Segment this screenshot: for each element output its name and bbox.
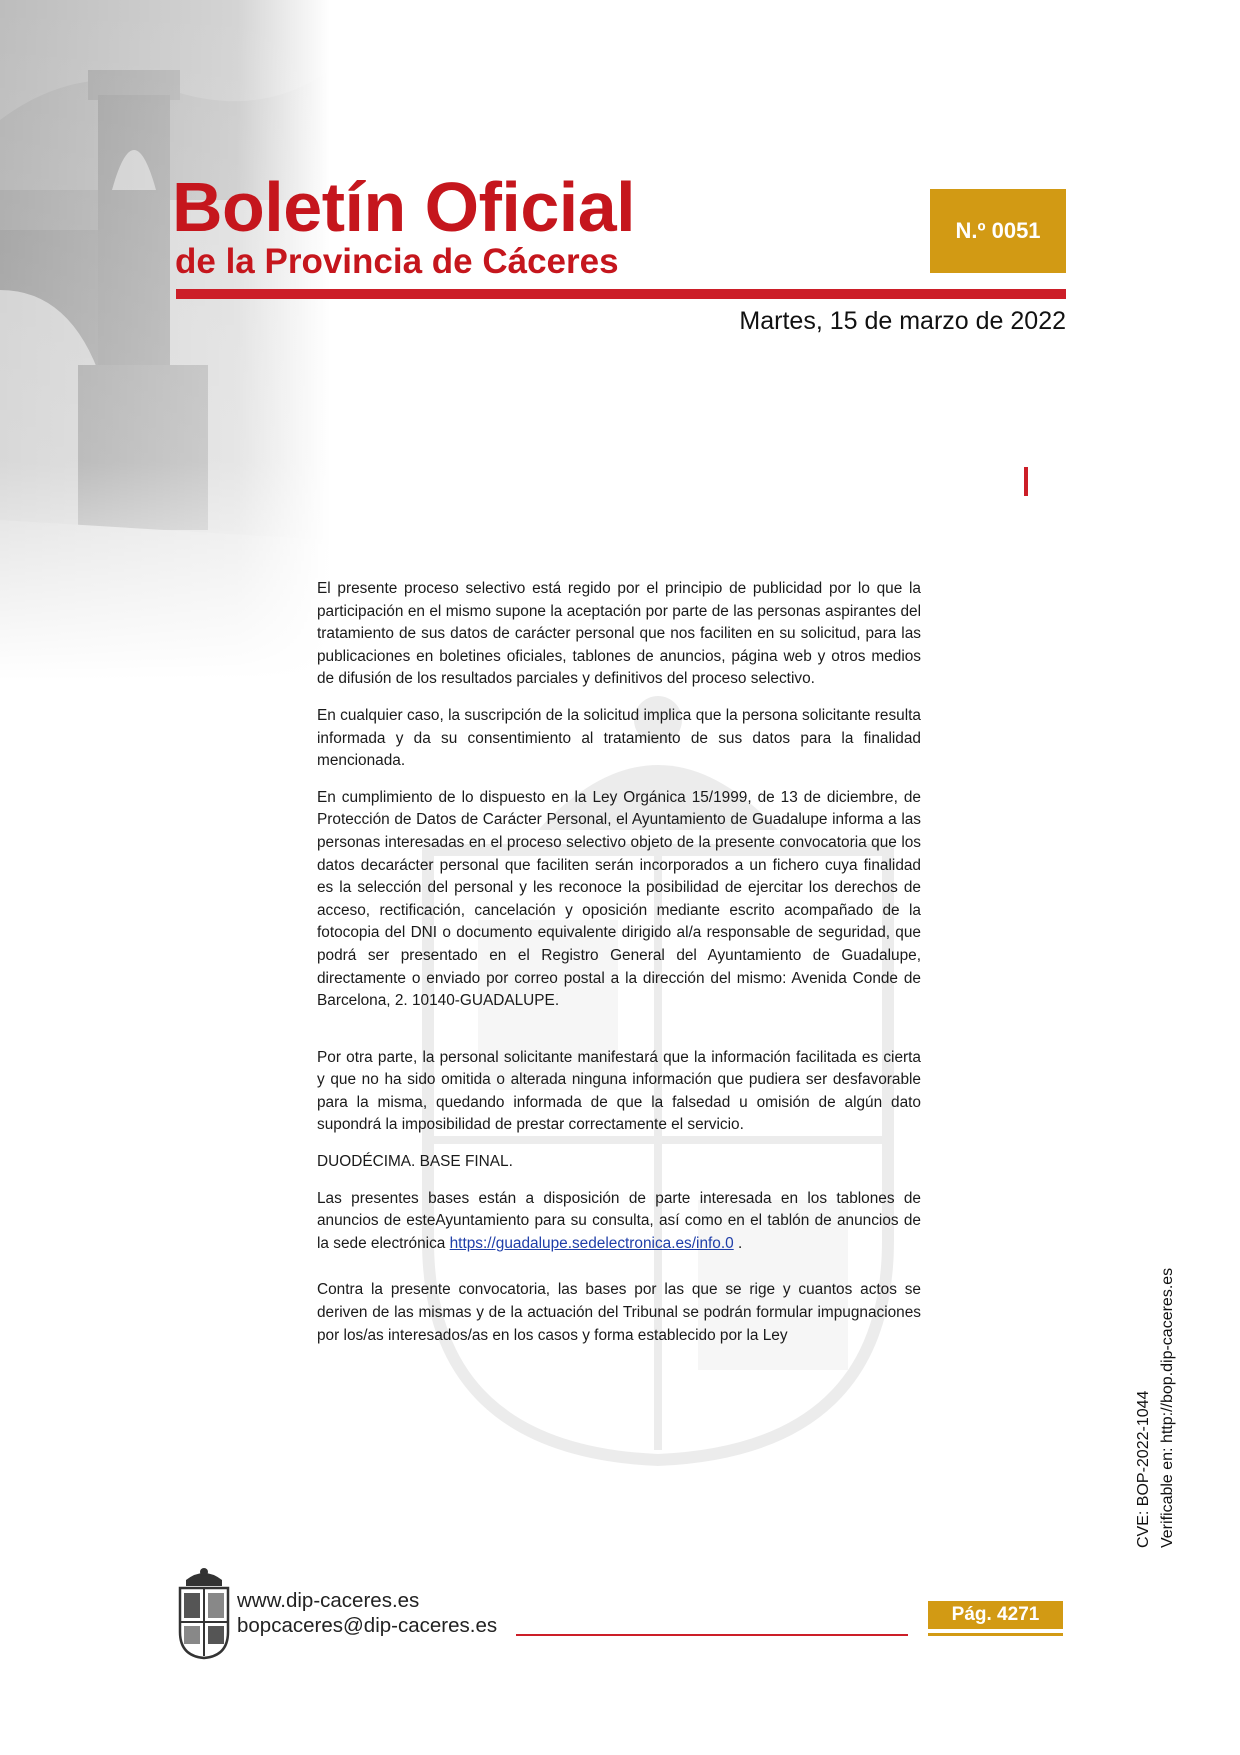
verification-url: Verificable en: http://bop.dip-caceres.es xyxy=(1159,1267,1176,1548)
province-crest-icon xyxy=(176,1566,232,1660)
issue-date: Martes, 15 de marzo de 2022 xyxy=(739,307,1066,335)
footer-email: bopcaceres@dip-caceres.es xyxy=(237,1614,498,1637)
bulletin-subtitle: de la Provincia de Cáceres xyxy=(175,242,619,281)
sede-electronica-link[interactable]: https://guadalupe.sedelectronica.es/info.0 xyxy=(449,1234,734,1252)
page-number-badge: Pág. 4271 xyxy=(928,1601,1063,1629)
availability-text: Las presentes bases están a disposición de parte interesada en los tablones de anuncios de esteAyuntamiento para su consulta, así como en el tablón de anuncios de la sede electrónica xyxy=(317,1189,921,1252)
paragraph-availability xyxy=(317,1188,921,1256)
header-divider xyxy=(176,289,1066,299)
section-marker xyxy=(1024,467,1028,496)
cve-code: CVE: BOP-2022-1044 xyxy=(1135,1390,1152,1548)
issue-number-badge: N.º 0051 xyxy=(930,189,1066,273)
paragraph-publicity: El presente proceso selectivo está regido por el principio de publicidad por lo que la participación en el mismo supone la aceptación por parte de las personas aspirantes del tratamiento de sus datos de carácter personal que nos faciliten en su solicitud, para las publicaciones en boletines oficiales, tablones de anuncios, página web y otros medios de difusión de los resultados parciales y definitivos del proceso selectivo. xyxy=(317,580,921,688)
page-number-underline xyxy=(928,1633,1063,1636)
paragraph-data-protection: En cumplimiento de lo dispuesto en la Ley Orgánica 15/1999, de 13 de diciembre, de Protección de Datos de Carácter Personal, el Ayuntamiento de Guadalupe informa a las personas interesadas en el proceso selectivo objeto de la presente convocatoria que los datos decarácter personal que faciliten serán incorporados a un fichero cuya finalidad es la selección del personal y les reconoce la posibilidad de ejercitar los derechos de acceso, rectificación, cancelación y oposición mediante escrito acompañado de la fotocopia del DNI o documento equivalente dirigido al/a responsable de seguridad, que podrá ser presentado en el Registro General del Ayuntamiento de Guadalupe, directamente o enviado por correo postal a la dirección del mismo: Avenida Conde de Barcelona, 2. 10140-GUADALUPE. xyxy=(317,788,921,1010)
paragraph-declaration: Por otra parte, la personal solicitante manifestará que la información facilitada es cierta y que no ha sido omitida o alterada ninguna información que pudiera ser desfavorable para la misma, quedando informada de que la falsedad u omisión de algún dato supondrá la imposibilidad de prestar correctamente el servicio. xyxy=(317,1048,921,1134)
document-body xyxy=(317,578,921,1361)
availability-text-end: . xyxy=(733,1234,743,1252)
section-heading: DUODÉCIMA. BASE FINAL. xyxy=(317,1153,513,1171)
footer-website: www.dip-caceres.es xyxy=(237,1589,420,1612)
footer-divider xyxy=(516,1634,908,1636)
verification-sidebar xyxy=(1132,1268,1180,1548)
bulletin-title: Boletín Oficial xyxy=(172,168,636,246)
paragraph-consent: En cualquier caso, la suscripción de la solicitud implica que la persona solicitante resulta informada y da su consentimiento al tratamiento de sus datos para la finalidad mencionada. xyxy=(317,706,921,770)
header-bridge-photo xyxy=(0,0,330,680)
paragraph-appeals: Contra la presente convocatoria, las bases por las que se rige y cuantos actos se deriven de las mismas y de la actuación del Tribunal se podrán formular impugnaciones por los/as interesados/as en los casos y forma establecido por la Ley xyxy=(317,1281,921,1344)
